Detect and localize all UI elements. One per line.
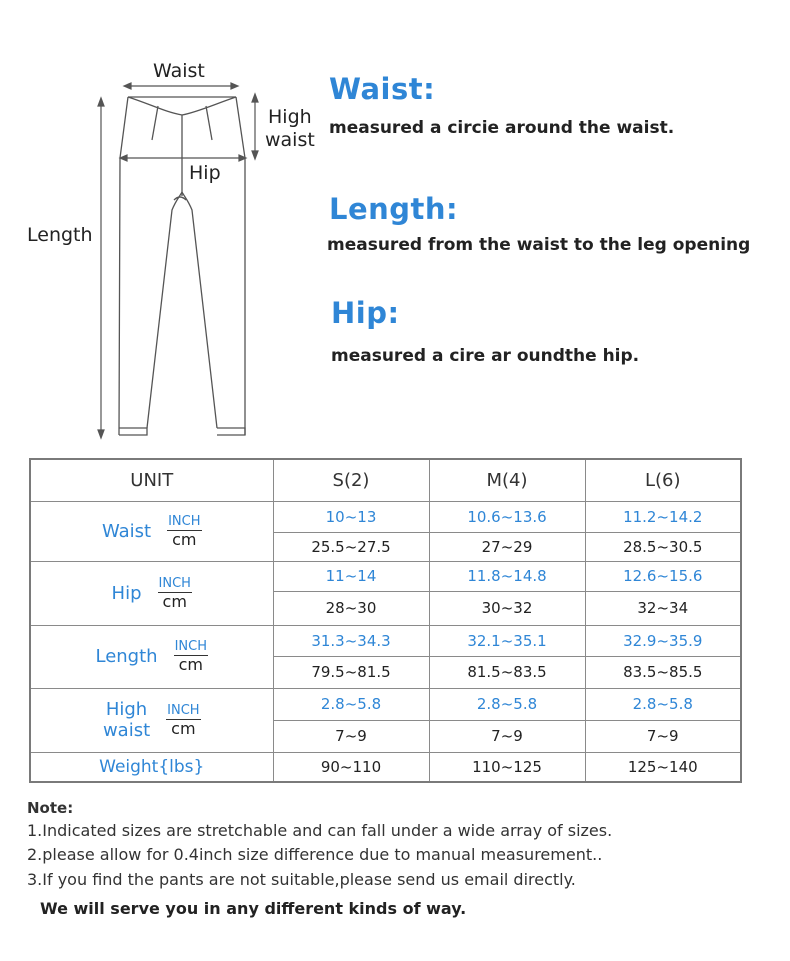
length-definition-text: measured from the waist to the leg opening (327, 235, 751, 255)
high-waist-inch-m: 2.8~5.8 (429, 688, 585, 720)
unit-stack (167, 514, 201, 549)
row-name: Hip (111, 582, 142, 604)
row-label-hip (30, 561, 273, 625)
header-size-s: S(2) (273, 459, 429, 501)
waist-cm-l: 28.5~30.5 (585, 532, 741, 561)
header-size-l: L(6) (585, 459, 741, 501)
unit-inch: INCH (168, 513, 201, 529)
length-definition-title: Length: (329, 192, 459, 226)
length-label: Length (27, 224, 93, 246)
hip-definition-text: measured a cire ar oundthe hip. (331, 346, 640, 366)
row-label-length (30, 625, 273, 688)
hip-cm-m: 30~32 (429, 591, 585, 625)
high-waist-label-line2: waist (265, 129, 315, 151)
weight-m: 110~125 (429, 752, 585, 782)
hip-inch-s: 11~14 (273, 561, 429, 591)
table-row (30, 625, 741, 656)
waist-definition-title: Waist: (329, 72, 436, 106)
row-name-line1: High (105, 699, 148, 720)
row-label-weight: Weight{lbs} (30, 752, 273, 782)
note-item: 3.If you find the pants are not suitable,please send us email directly. (27, 870, 576, 889)
row-label-waist (30, 501, 273, 561)
hip-label: Hip (189, 162, 221, 184)
unit-cm: cm (172, 529, 197, 549)
hip-inch-l: 12.6~15.6 (585, 561, 741, 591)
table-row (30, 561, 741, 591)
weight-l: 125~140 (585, 752, 741, 782)
high-waist-inch-l: 2.8~5.8 (585, 688, 741, 720)
length-cm-m: 81.5~83.5 (429, 656, 585, 688)
unit-cm: cm (171, 718, 196, 738)
notes-title: Note: (27, 799, 74, 817)
waist-inch-l: 11.2~14.2 (585, 501, 741, 532)
waist-inch-s: 10~13 (273, 501, 429, 532)
note-item: 1.Indicated sizes are stretchable and can fall under a wide array of sizes. (27, 821, 613, 840)
size-chart-table (29, 458, 742, 783)
unit-cm: cm (178, 655, 203, 674)
row-name-line2: waist (102, 720, 151, 741)
length-inch-m: 32.1~35.1 (429, 625, 585, 656)
table-row (30, 501, 741, 532)
unit-stack (158, 576, 192, 611)
header-unit: UNIT (30, 459, 273, 501)
unit-stack (174, 639, 208, 674)
table-row (30, 752, 741, 782)
leggings-measurement-diagram (0, 0, 320, 450)
waist-definition-text: measured a circie around the waist. (329, 118, 675, 138)
row-name (103, 699, 150, 741)
waist-cm-m: 27~29 (429, 532, 585, 561)
hip-cm-s: 28~30 (273, 591, 429, 625)
unit-inch: INCH (174, 639, 207, 654)
waist-label: Waist (153, 60, 205, 82)
row-name: Length (95, 646, 158, 667)
hip-definition-title: Hip: (331, 296, 400, 330)
note-item: 2.please allow for 0.4inch size difference due to manual measurement.. (27, 845, 603, 864)
high-waist-cm-l: 7~9 (585, 720, 741, 752)
hip-inch-m: 11.8~14.8 (429, 561, 585, 591)
waist-cm-s: 25.5~27.5 (273, 532, 429, 561)
header-size-m: M(4) (429, 459, 585, 501)
waist-inch-m: 10.6~13.6 (429, 501, 585, 532)
table-header-row (30, 459, 741, 501)
table-row (30, 688, 741, 720)
closing-message: We will serve you in any different kinds of way. (40, 899, 467, 918)
unit-inch: INCH (158, 575, 191, 591)
high-waist-cm-s: 7~9 (273, 720, 429, 752)
length-inch-l: 32.9~35.9 (585, 625, 741, 656)
unit-stack (166, 703, 200, 738)
high-waist-label-line1: High (268, 106, 312, 128)
unit-cm: cm (162, 591, 187, 611)
weight-s: 90~110 (273, 752, 429, 782)
high-waist-cm-m: 7~9 (429, 720, 585, 752)
unit-inch: INCH (167, 702, 200, 718)
length-cm-l: 83.5~85.5 (585, 656, 741, 688)
row-label-high-waist (30, 688, 273, 752)
hip-cm-l: 32~34 (585, 591, 741, 625)
length-inch-s: 31.3~34.3 (273, 625, 429, 656)
row-name: Waist (101, 520, 152, 542)
length-cm-s: 79.5~81.5 (273, 656, 429, 688)
high-waist-inch-s: 2.8~5.8 (273, 688, 429, 720)
